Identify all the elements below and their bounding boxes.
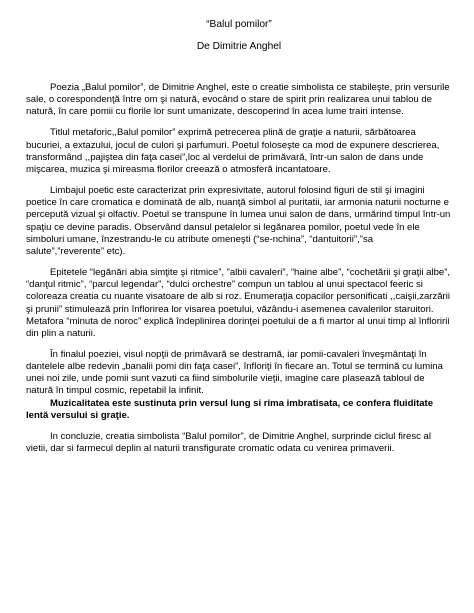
paragraph-introduction: Poezia „Balul pomilor”, de Dimitrie Anghel, este o creatie simbolista ce stabileşte, prin versurile sale, o corespondenţă între om şi natură, evocând o stare de spirit prin realizarea unui tablou de natură, în care pomii cu florile lor sunt umanizate, descoperind în acea lume trairi intense. (26, 82, 450, 118)
paragraph-ending: În finalul poeziei, visul nopţii de primăvară se destramă, iar pomii-cavaleri înveşmântaţi în dantelele albe redevin „banalii pomi din faţa casei”, înfloriţi în fiecare an. Totul se termină cu lumina unei noi zile, unde pomii sunt vazuti ca fiind simbolurile vieţii, imagine care plasează tabloul de natură în timpul cosmic, repetabil la infinit. (26, 348, 443, 397)
document-title: “Balul pomilor” (206, 19, 272, 30)
paragraph-title-analysis: Titlul metaforic,,Balul pomilor” exprimă petrecerea plină de graţie a naturii, sărbătoarea bucuriei, a extazului, jocul de culori şi parfumuri. Poetul foloseşte ca mod de expunere descrierea, transformând ,,pajiştea din faţa casei”,loc al verdelui de primăvară, într-un salon de dans unde mişcarea, muzica şi mireasma florilor creează o atmosferă incantatoare. (26, 127, 440, 175)
paragraph-poetic-language: Limbajul poetic este caracterizat prin expresivitate, autorul folosind figuri de stil şi imagini poetice în care cromatica e dominată de alb, nuanţă simbol al puritatii, iar armonia naturii nocturne e percepută vizual şi olfactiv. Poetul se transpune în lumea unui salon de dans, urmărind timpul într-un spaţiu ce devine paradis. Observând dansul petalelor si legănarea pomilor, poetul vede în ele simboluri umane, înzestrandu-le cu atribute omeneşti (“se-nchina”, “dantuitorii”,”sa salute”,”reverente” etc). (26, 185, 451, 257)
paragraph-conclusion: In concluzie, creatia simbolista “Balul pomilor”, de Dimitrie Anghel, surprinde ciclul firesc al vietii, dar si farmecul deplin al naturii transfigurate cromatic odata cu venirea primaverii. (26, 430, 431, 455)
document-body (26, 82, 452, 455)
paragraph-epithets: Epitetele “legănări abia simţite şi ritmice”, ”albii cavaleri”, “haine albe”, “cochetării şi graţii albe”, “danţul ritmic”, “parcul legendar”, “dulci orchestre” compun un tablou al unui spectacol feeric si coloreaza creatia cu nuante visatoare de alb si roz. Enumeraţia copacilor personificati ,,caişii,zarzării şi prunii” stimulează prin înflorirea lor visarea poetului, văzându-i asemenea cavalerilor staruitori. Metafora “minuta de noroc” explică îndeplinirea dorinţei poetului de a fi martor al unui timp al înfloririi din plin a naturii. (26, 267, 451, 339)
author-line: De Dimitrie Anghel (196, 41, 282, 52)
paragraph-musicality: Muzicalitatea este sustinuta prin versul lung si rima imbratisata, ce confera fluiditate lentă versului si graţie. (26, 397, 434, 421)
